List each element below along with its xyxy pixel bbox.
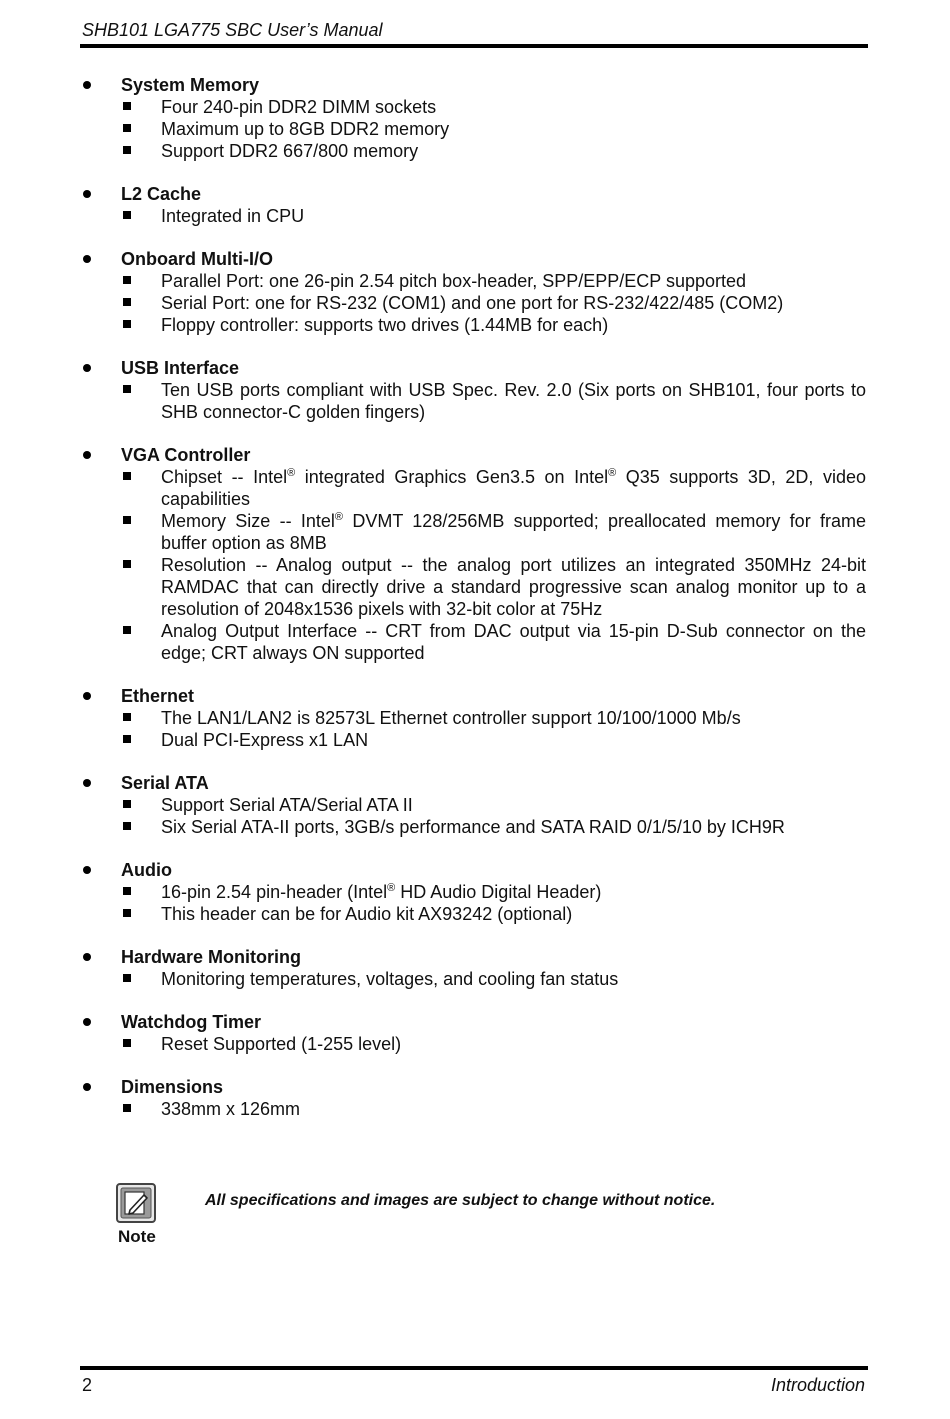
spec-section (80, 772, 866, 838)
section-title: USB Interface (121, 358, 240, 378)
spec-section (80, 1011, 866, 1055)
spec-item (80, 881, 866, 903)
item-text: Support Serial ATA/Serial ATA II (161, 795, 413, 815)
item-text: 338mm x 126mm (161, 1099, 301, 1119)
square-bullet-icon (123, 211, 131, 219)
spec-item (80, 554, 866, 620)
registered-mark: ® (608, 467, 617, 479)
item-text: Monitoring temperatures, voltages, and cooling fan status (161, 969, 619, 989)
spec-item (80, 270, 866, 292)
spec-item (80, 794, 866, 816)
item-text: Reset Supported (1-255 level) (161, 1034, 402, 1054)
section-title: Onboard Multi-I/O (121, 249, 273, 269)
section-title: Hardware Monitoring (121, 947, 302, 967)
square-bullet-icon (123, 124, 131, 132)
section-items (80, 881, 866, 925)
section-title: Watchdog Timer (121, 1012, 262, 1032)
item-text: Floppy controller: supports two drives (1.44MB for each) (161, 315, 609, 335)
spec-section (80, 444, 866, 664)
spec-item (80, 510, 866, 554)
spec-item (80, 1033, 866, 1055)
section-items (80, 466, 866, 664)
section-bullet-icon (83, 364, 91, 372)
section-bullet-icon (83, 81, 91, 89)
spec-item (80, 314, 866, 336)
spec-list (80, 74, 866, 1141)
header-rule (80, 44, 868, 48)
section-title: Serial ATA (121, 773, 209, 793)
spec-item (80, 707, 866, 729)
item-text: 16-pin 2.54 pin-header (Intel (161, 882, 388, 902)
spec-section (80, 74, 866, 162)
item-text: Memory Size -- Intel (161, 511, 335, 531)
footer-rule (80, 1366, 868, 1370)
spec-section (80, 859, 866, 925)
item-text: Chipset -- Intel (161, 467, 288, 487)
section-bullet-icon (83, 1018, 91, 1026)
section-bullet-icon (83, 255, 91, 263)
square-bullet-icon (123, 909, 131, 917)
spec-item (80, 140, 866, 162)
section-title: Ethernet (121, 686, 195, 706)
note-label: Note (118, 1227, 156, 1246)
section-bullet-icon (83, 451, 91, 459)
footer-section-name: Introduction (770, 1375, 865, 1395)
square-bullet-icon (123, 298, 131, 306)
spec-item (80, 729, 866, 751)
spec-section (80, 685, 866, 751)
section-bullet-icon (83, 779, 91, 787)
registered-mark: ® (334, 511, 344, 523)
section-items (80, 205, 866, 227)
section-items (80, 270, 866, 336)
item-text: HD Audio Digital Header) (395, 882, 602, 902)
registered-mark: ® (387, 882, 396, 894)
section-items (80, 379, 866, 423)
square-bullet-icon (123, 713, 131, 721)
spec-section (80, 946, 866, 990)
item-text: Support DDR2 667/800 memory (161, 141, 419, 161)
section-title: System Memory (121, 75, 260, 95)
item-text: This header can be for Audio kit AX93242 (optional) (161, 904, 573, 924)
square-bullet-icon (123, 735, 131, 743)
square-bullet-icon (123, 887, 131, 895)
square-bullet-icon (123, 320, 131, 328)
spec-item (80, 620, 866, 664)
spec-item (80, 466, 866, 510)
section-items (80, 1033, 866, 1055)
spec-item (80, 903, 866, 925)
item-text: Maximum up to 8GB DDR2 memory (161, 119, 450, 139)
spec-item (80, 968, 866, 990)
item-text: Parallel Port: one 26-pin 2.54 pitch box-header, SPP/EPP/ECP supported (161, 271, 747, 291)
square-bullet-icon (123, 1039, 131, 1047)
square-bullet-icon (123, 472, 131, 480)
section-items (80, 1098, 866, 1120)
page-number: 2 (82, 1375, 93, 1395)
manual-title: SHB101 LGA775 SBC User’s Manual (82, 20, 383, 40)
section-bullet-icon (83, 190, 91, 198)
section-bullet-icon (83, 866, 91, 874)
section-items (80, 96, 866, 162)
square-bullet-icon (123, 800, 131, 808)
section-title: VGA Controller (121, 445, 251, 465)
square-bullet-icon (123, 276, 131, 284)
square-bullet-icon (123, 146, 131, 154)
spec-section (80, 183, 866, 227)
section-bullet-icon (83, 692, 91, 700)
square-bullet-icon (123, 1104, 131, 1112)
section-title: Audio (121, 860, 172, 880)
section-title: L2 Cache (121, 184, 202, 204)
item-text: Ten USB ports compliant with USB Spec. Rev. 2.0 (Six ports on SHB101, four ports to SHB connector-C golden fingers) (161, 380, 866, 422)
section-bullet-icon (83, 953, 91, 961)
spec-section (80, 1076, 866, 1120)
item-text: Four 240-pin DDR2 DIMM sockets (161, 97, 437, 117)
spec-item (80, 1098, 866, 1120)
spec-section (80, 248, 866, 336)
spec-item (80, 96, 866, 118)
item-text: Serial Port: one for RS-232 (COM1) and one port for RS-232/422/485 (COM2) (161, 293, 784, 313)
square-bullet-icon (123, 974, 131, 982)
note-box (116, 1183, 816, 1253)
spec-item (80, 118, 866, 140)
section-title: Dimensions (121, 1077, 224, 1097)
square-bullet-icon (123, 626, 131, 634)
item-text: Resolution -- Analog output -- the analog port utilizes an integrated 350MHz 24-bit RAMDAC that can directly drive a standard progressive scan analog monitor up to a resolution of 2048x1536 pixels with 32-bit color at 75Hz (161, 555, 866, 619)
spec-section (80, 357, 866, 423)
section-items (80, 968, 866, 990)
spec-item (80, 205, 866, 227)
spec-item (80, 816, 866, 838)
item-text: Analog Output Interface -- CRT from DAC output via 15-pin D-Sub connector on the edge; CRT always ON supported (161, 621, 866, 663)
section-bullet-icon (83, 1083, 91, 1091)
item-text: Integrated in CPU (161, 206, 305, 226)
item-text: Dual PCI-Express x1 LAN (161, 730, 369, 750)
item-text: integrated Graphics Gen3.5 on Intel (295, 467, 609, 487)
item-text: DVMT 128/256MB supported; preallocated memory for frame buffer option as 8MB (161, 511, 866, 553)
registered-mark: ® (287, 467, 296, 479)
square-bullet-icon (123, 102, 131, 110)
note-text: All specifications and images are subject to change without notice. (205, 1192, 716, 1209)
item-text: Q35 supports 3D, 2D, video capabilities (161, 467, 866, 509)
note-pencil-icon (116, 1183, 156, 1223)
square-bullet-icon (123, 385, 131, 393)
section-items (80, 707, 866, 751)
square-bullet-icon (123, 560, 131, 568)
square-bullet-icon (123, 516, 131, 524)
item-text: Six Serial ATA-II ports, 3GB/s performance and SATA RAID 0/1/5/10 by ICH9R (161, 817, 785, 837)
spec-item (80, 292, 866, 314)
section-items (80, 794, 866, 838)
spec-item (80, 379, 866, 423)
item-text: The LAN1/LAN2 is 82573L Ethernet controller support 10/100/1000 Mb/s (161, 708, 741, 728)
square-bullet-icon (123, 822, 131, 830)
